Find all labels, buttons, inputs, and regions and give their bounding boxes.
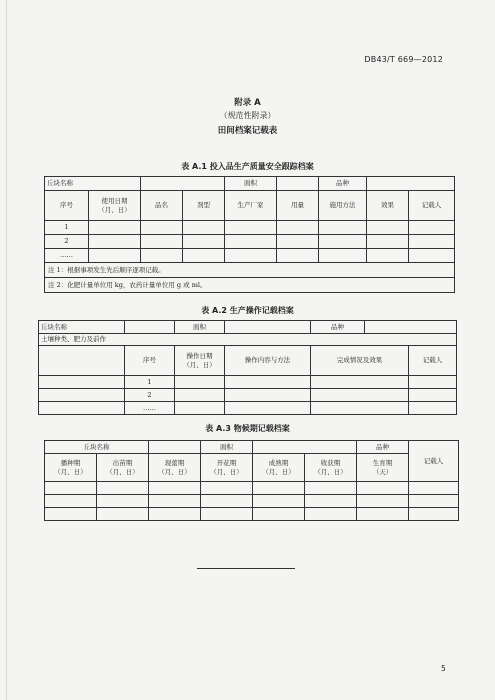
table-a2 (38, 320, 457, 415)
variety-value (367, 177, 455, 191)
area-value (253, 441, 357, 454)
plot-name-label: 丘块名称 (39, 321, 125, 334)
table-row (39, 389, 457, 402)
header-cell: 记载人 (409, 191, 455, 221)
variety-label: 品种 (357, 441, 409, 454)
row-number: …… (45, 249, 89, 263)
table-row (45, 249, 455, 263)
plot-name-value (149, 441, 201, 454)
table-a3 (44, 440, 459, 521)
note-1: 注 1：根据事项发生先后顺序逐项记载。 (45, 263, 455, 278)
header-cell: 剂型 (183, 191, 225, 221)
header-cell: 操作内容与方法 (225, 346, 311, 376)
header-cell: 操作日期 （月、日） (175, 346, 225, 376)
variety-label: 品种 (319, 177, 367, 191)
header-cell: 收获期 （月、日） (305, 454, 357, 482)
area-value (277, 177, 319, 191)
appendix-title: 附录 A (234, 98, 261, 108)
header-cell: 生产厂家 (225, 191, 277, 221)
table-a2-caption: 表 A.2 生产操作记载档案 (201, 306, 294, 315)
page-number: 5 (441, 664, 446, 673)
table-row (45, 482, 459, 495)
variety-label: 品种 (311, 321, 365, 334)
area-label: 面积 (175, 321, 225, 334)
area-label: 面积 (225, 177, 277, 191)
table-a3-caption: 表 A.3 物候期记载档案 (205, 424, 290, 433)
row-number: 1 (45, 221, 89, 235)
table-a1 (44, 176, 455, 293)
table-row (45, 221, 455, 235)
table-row (45, 495, 459, 508)
header-cell: 完成情况及效果 (311, 346, 409, 376)
soil-info-row: 土壤种类、肥力及前作 (39, 334, 457, 346)
header-cell: 序号 (45, 191, 89, 221)
row-number: 2 (45, 235, 89, 249)
row-number: 1 (125, 376, 175, 389)
plot-name-label: 丘块名称 (45, 177, 141, 191)
header-cell: 使用日期 （月、日） (89, 191, 141, 221)
row-number: 2 (125, 389, 175, 402)
variety-value (365, 321, 457, 334)
header-cell: 记载人 (409, 441, 459, 482)
note-2: 注 2：化肥计量单位用 kg，农药计量单位用 g 或 ml。 (45, 278, 455, 293)
header-cell: 序号 (125, 346, 175, 376)
header-cell: 开花期 （月、日） (201, 454, 253, 482)
header-cell: 播种期 （月、日） (45, 454, 97, 482)
table-row (45, 508, 459, 521)
table-row (39, 402, 457, 415)
area-label: 面积 (201, 441, 253, 454)
header-cell: 成熟期 （月、日） (253, 454, 305, 482)
header-cell: 用量 (277, 191, 319, 221)
end-rule (197, 568, 295, 569)
plot-name-value (125, 321, 175, 334)
area-value (225, 321, 311, 334)
header-cell: 出苗期 （月、日） (97, 454, 149, 482)
appendix-name: 田间档案记载表 (217, 126, 278, 136)
header-cell: 施用方法 (319, 191, 367, 221)
plot-name-label: 丘块名称 (45, 441, 149, 454)
standard-number: DB43/T 669—2012 (364, 55, 443, 64)
table-row (45, 235, 455, 249)
header-cell: 记载人 (409, 346, 457, 376)
header-cell: 效果 (367, 191, 409, 221)
row-number: …… (125, 402, 175, 415)
appendix-subtitle: （规范性附录） (219, 111, 276, 120)
plot-name-value (141, 177, 225, 191)
header-cell: 品名 (141, 191, 183, 221)
header-cell: 生育期 （天） (357, 454, 409, 482)
table-row (39, 376, 457, 389)
header-cell: 现蕾期 （月、日） (149, 454, 201, 482)
table-a1-caption: 表 A.1 投入品生产质量安全跟踪档案 (181, 162, 314, 171)
